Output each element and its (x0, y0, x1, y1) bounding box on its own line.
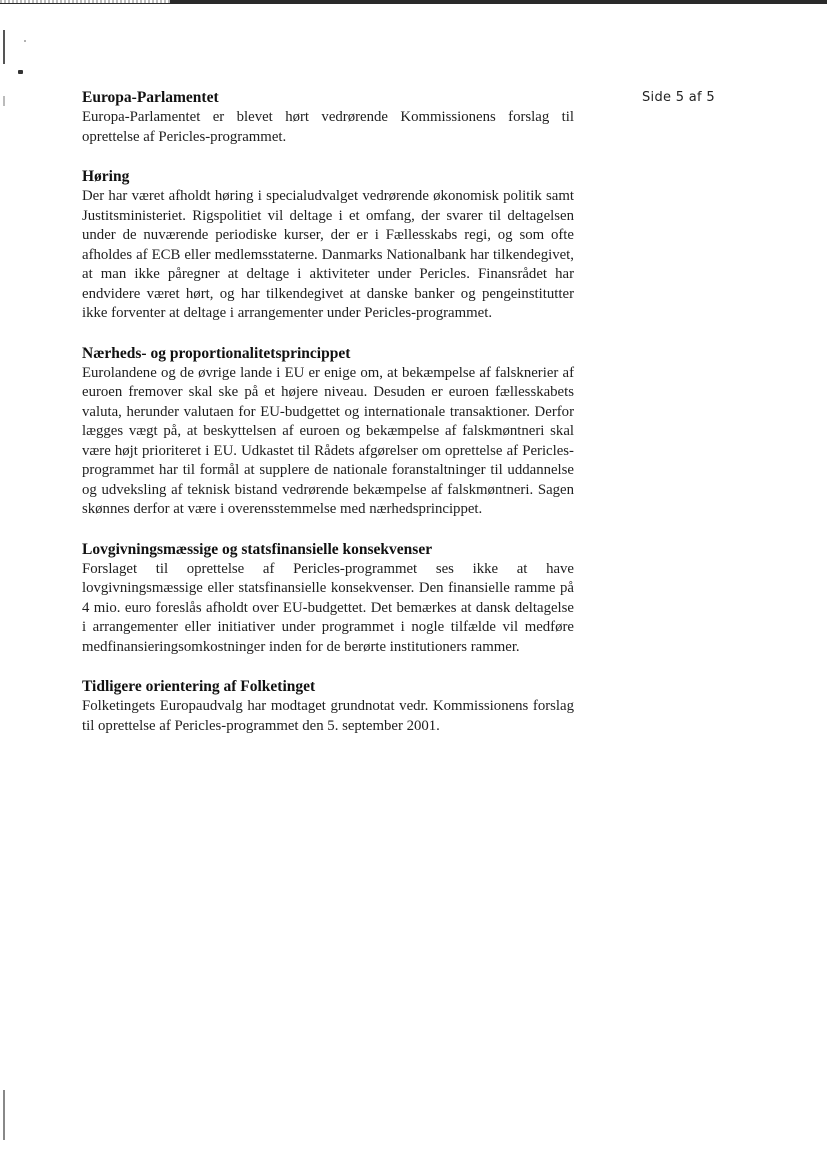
scan-margin-mark (3, 96, 5, 106)
scan-speck (24, 40, 26, 42)
section-paragraph: Forslaget til oprettelse af Pericles-programmet ses ikke at have lovgivningsmæssige eller statsfinansielle konsekvenser. Den finansielle ramme på 4 mio. euro foreslås afholdt over EU-budgettet. Det bemærkes at dansk deltagelse i arrangementer eller initiativer under programmet i nogle tilfælde vil medføre medfinansieringsomkostninger inden for de berørte institutioners rammer. (82, 560, 574, 655)
section-heading: Tidligere orientering af Folketinget (82, 678, 316, 695)
section-paragraph: Eurolandene og de øvrige lande i EU er enige om, at bekæmpelse af falsknerier af euroen fremover skal ske på et højere niveau. Desuden er euroen fællesskabets valuta, herunder valutaen for EU-budgettet og internationale transaktioner. Derfor lægges vægt på, at beskyttelsen af euroen og bekæmpelse af falskmøntneri skal være højt prioriteret i EU. Udkastet til Rådets afgørelser om oprettelse af Pericles-programmet har til formål at supplere de nationale foranstaltninger til uddannelse og udveksling af teknisk bistand vedrørende bekæmpelse af falskmøntneri. Sagen skønnes derfor at være i overensstemmelse med nærhedsprincippet. (82, 364, 574, 517)
section-paragraph: Europa-Parlamentet er blevet hørt vedrørende Kommissionens forslag til oprettelse af Pericles-programmet. (82, 109, 574, 145)
section-naerhedsprincip (82, 344, 574, 520)
section-tidligere-orientering (82, 677, 574, 736)
section-paragraph: Folketingets Europaudvalg har modtaget grundnotat vedr. Kommissionens forslag til oprettelse af Pericles-programmet den 5. september 2001. (82, 698, 574, 734)
section-heading: Nærheds- og proportionalitetsprincippet (82, 344, 351, 362)
section-paragraph: Der har været afholdt høring i specialudvalget vedrørende økonomisk politik samt Justitsministeriet. Rigspolitiet vil deltage i et omfang, der svarer til deltagelsen under de nuværende periodiske kurser, der er i Fællesskabs regi, og som ofte afholdes af ECB eller medlemsstaterne. Danmarks Nationalbank har tilkendegivet, at man ikke påregner at deltage i aktiviteter under Pericles. Finansrådet har endvidere været hørt, og har tilkendegivet at danske banker og pengeinstitutter ikke forventer at deltage i arrangementer under Pericles-programmet. (82, 188, 574, 321)
section-europa-parlamentet (82, 88, 574, 147)
scan-speck (18, 70, 23, 74)
scan-margin-mark (3, 30, 5, 64)
section-heading: Høring (82, 168, 130, 185)
page-number: Side 5 af 5 (642, 90, 715, 105)
section-hoering (82, 167, 574, 324)
document-body (82, 88, 574, 756)
section-heading: Lovgivningsmæssige og statsfinansielle konsekvenser (82, 540, 433, 558)
scan-top-border (0, 0, 827, 6)
section-heading: Europa-Parlamentet (82, 89, 219, 106)
scan-margin-mark (3, 1090, 5, 1140)
section-konsekvenser (82, 540, 574, 658)
